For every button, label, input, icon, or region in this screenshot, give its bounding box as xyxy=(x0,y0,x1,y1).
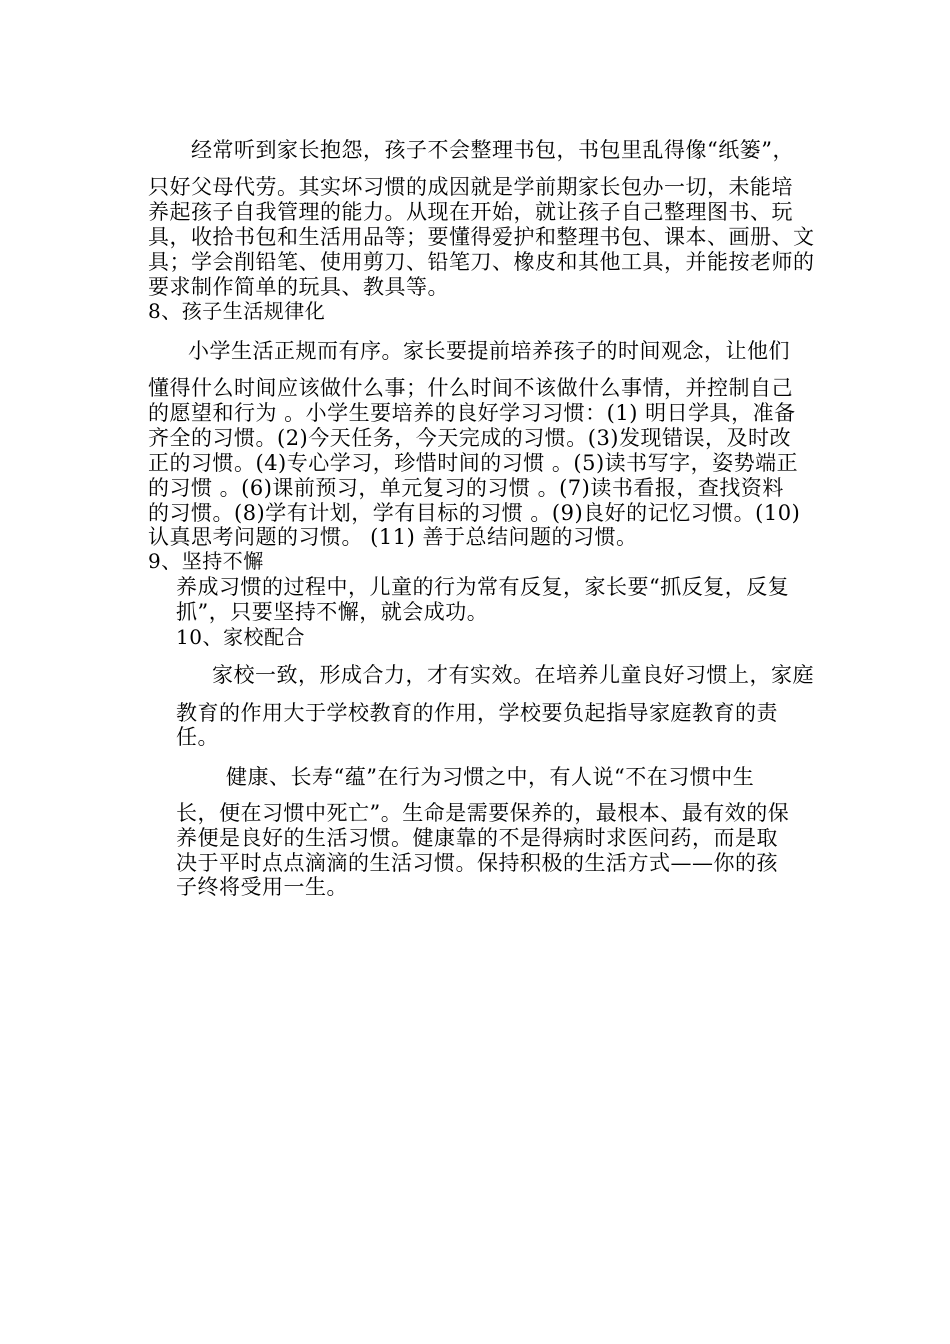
paragraph-2-line-1: 小学生活正规而有序。家长要提前培养孩子的时间观念，让他们 xyxy=(188,339,790,363)
paragraph-2-line-5: 正的习惯。(4)专心学习，珍惜时间的习惯 。(5)读书写字，姿势端正 xyxy=(148,451,799,475)
paragraph-2-line-6: 的习惯 。(6)课前预习，单元复习的习惯 。(7)读书看报，查找资料 xyxy=(148,476,784,500)
paragraph-2-line-2: 懂得什么时间应该做什么事；什么时间不该做什么事情，并控制自己 xyxy=(148,376,793,400)
section-heading-9: 9、坚持不懈 xyxy=(148,549,264,573)
paragraph-4-line-1: 家校一致，形成合力，才有实效。在培养儿童良好习惯上，家庭 xyxy=(212,663,814,687)
paragraph-1-line-4: 具，收拾书包和生活用品等；要懂得爱护和整理书包、课本、画册、文 xyxy=(148,225,815,249)
section-heading-8: 8、孩子生活规律化 xyxy=(148,299,326,323)
paragraph-3-line-2: 抓”，只要坚持不懈，就会成功。 xyxy=(176,600,489,624)
paragraph-2-line-8: 认真思考问题的习惯。 (11) 善于总结问题的习惯。 xyxy=(148,525,638,549)
paragraph-3-line-1: 养成习惯的过程中，儿童的行为常有反复，家长要“抓反复，反复 xyxy=(176,575,790,599)
paragraph-2-line-7: 的习惯。(8)学有计划，学有目标的习惯 。(9)良好的记忆习惯。(10) xyxy=(148,501,801,525)
paragraph-5-line-1: 健康、长寿“蕴”在行为习惯之中，有人说“不在习惯中生 xyxy=(226,765,755,789)
paragraph-1-line-1: 经常听到家长抱怨，孩子不会整理书包，书包里乱得像“纸篓”， xyxy=(191,138,794,162)
paragraph-5-line-3: 养便是良好的生活习惯。健康靠的不是得病时求医问药，而是取 xyxy=(176,826,778,850)
paragraph-1-line-3: 养起孩子自我管理的能力。从现在开始，就让孩子自己整理图书、玩 xyxy=(148,200,793,224)
paragraph-5-line-5: 子终将受用一生。 xyxy=(176,875,348,899)
paragraph-4-line-3: 任。 xyxy=(176,725,219,749)
paragraph-5-line-4: 决于平时点点滴滴的生活习惯。保持积极的生活方式——你的孩 xyxy=(176,851,778,875)
paragraph-1-line-2: 只好父母代劳。其实坏习惯的成因就是学前期家长包办一切，未能培 xyxy=(148,175,793,199)
paragraph-1-line-5: 具；学会削铅笔、使用剪刀、铅笔刀、橡皮和其他工具，并能按老师的 xyxy=(148,250,815,274)
paragraph-1-line-6: 要求制作简单的玩具、教具等。 xyxy=(148,275,449,299)
paragraph-2-line-3: 的愿望和行为 。小学生要培养的良好学习习惯：(1) 明日学具，准备 xyxy=(148,401,796,425)
paragraph-5-line-2: 长，便在习惯中死亡”。生命是需要保养的，最根本、最有效的保 xyxy=(176,801,790,825)
paragraph-2-line-4: 齐全的习惯。(2)今天任务，今天完成的习惯。(3)发现错误，及时改 xyxy=(148,426,791,450)
paragraph-4-line-2: 教育的作用大于学校教育的作用，学校要负起指导家庭教育的责 xyxy=(176,701,778,725)
section-heading-10: 10、家校配合 xyxy=(176,625,305,649)
